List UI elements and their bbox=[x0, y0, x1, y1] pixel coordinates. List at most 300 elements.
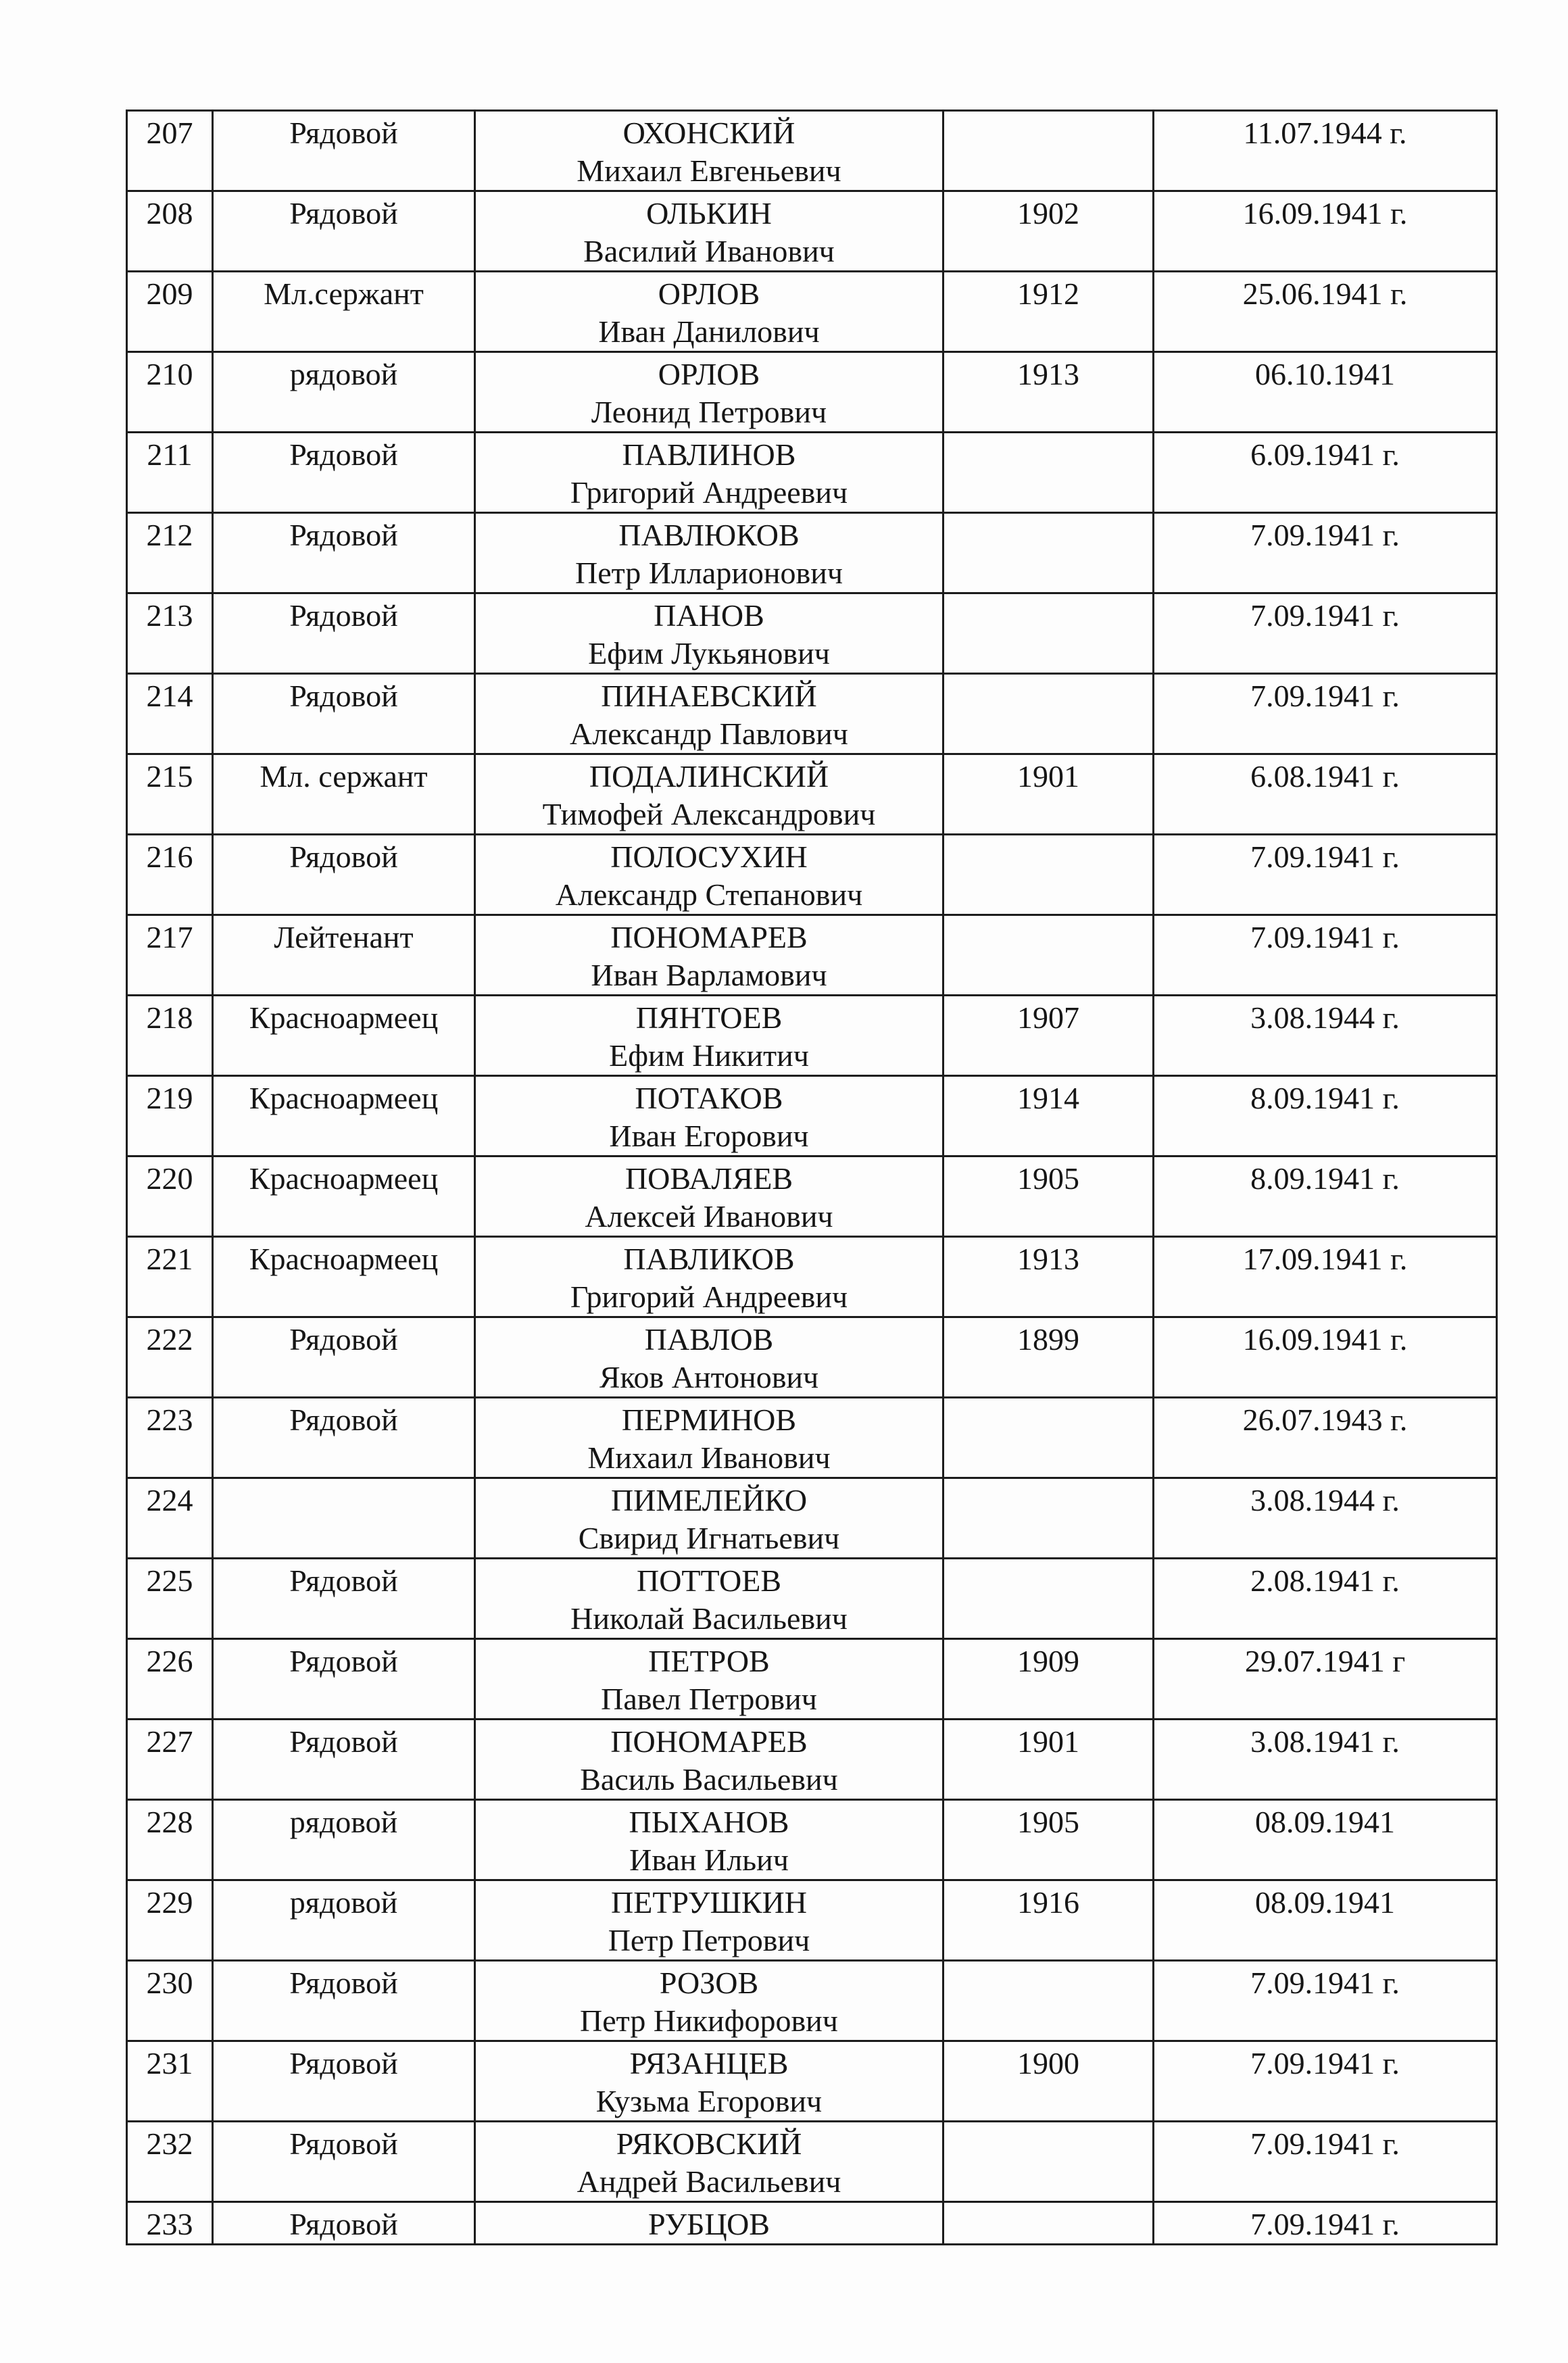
name-cell bbox=[475, 1317, 944, 1398]
birth-year-text bbox=[944, 1398, 1152, 1401]
birth-year-text bbox=[944, 1479, 1152, 1482]
rank-text: Красноармеец bbox=[249, 1000, 439, 1035]
table-row bbox=[127, 674, 1497, 754]
name-cell bbox=[475, 1237, 944, 1317]
table-row bbox=[127, 2122, 1497, 2202]
birth-year-cell bbox=[944, 1076, 1154, 1156]
surname-text: ПИМЕЛЕЙКО bbox=[610, 1483, 808, 1517]
date-text: 16.09.1941 г. bbox=[1242, 1322, 1408, 1357]
birth-year-cell bbox=[944, 674, 1154, 754]
surname-text: ПАВЛЮКОВ bbox=[618, 518, 800, 552]
given-names-text: Тимофей Александрович bbox=[542, 797, 876, 831]
rank-cell bbox=[213, 1559, 475, 1639]
rank-cell bbox=[213, 1961, 475, 2041]
date-cell bbox=[1154, 1720, 1497, 1800]
row-number-cell bbox=[127, 513, 213, 593]
given-names-text: Кузьма Егорович bbox=[595, 2084, 823, 2118]
surname-text: ПАВЛОВ bbox=[644, 1322, 774, 1357]
table-row bbox=[127, 1961, 1497, 2041]
birth-year-cell bbox=[944, 1478, 1154, 1559]
surname-text: РОЗОВ bbox=[659, 1966, 759, 2000]
surname-text: ПОТАКОВ bbox=[635, 1081, 783, 1115]
birth-year-cell bbox=[944, 835, 1154, 915]
row-number: 210 bbox=[146, 357, 193, 391]
surname-text: ПЕТРУШКИН bbox=[611, 1885, 807, 1920]
date-text: 8.09.1941 г. bbox=[1250, 1081, 1400, 1115]
birth-year-cell bbox=[944, 1800, 1154, 1880]
table-row bbox=[127, 754, 1497, 835]
date-cell bbox=[1154, 1478, 1497, 1559]
date-cell bbox=[1154, 111, 1497, 191]
rank-cell bbox=[213, 1478, 475, 1559]
given-names-text: Андрей Васильевич bbox=[577, 2164, 841, 2199]
surname-text: ПАВЛИНОВ bbox=[622, 437, 796, 472]
date-cell bbox=[1154, 593, 1497, 674]
name-cell bbox=[475, 1639, 944, 1720]
name-cell bbox=[475, 674, 944, 754]
table-row bbox=[127, 1317, 1497, 1398]
table-row bbox=[127, 513, 1497, 593]
rank-text: Рядовой bbox=[289, 116, 398, 150]
surname-text: РУБЦОВ bbox=[648, 2207, 770, 2241]
rank-text: Мл. сержант bbox=[260, 759, 428, 794]
row-number-cell bbox=[127, 1478, 213, 1559]
row-number: 214 bbox=[146, 679, 193, 713]
rank-cell bbox=[213, 996, 475, 1076]
name-cell bbox=[475, 1880, 944, 1961]
date-cell bbox=[1154, 191, 1497, 272]
birth-year-text: 1901 bbox=[1017, 1724, 1079, 1759]
name-cell bbox=[475, 1800, 944, 1880]
given-names-text: Леонид Петрович bbox=[591, 395, 827, 429]
row-number: 225 bbox=[146, 1563, 193, 1598]
date-cell bbox=[1154, 352, 1497, 433]
date-cell bbox=[1154, 1237, 1497, 1317]
rank-text: рядовой bbox=[289, 1805, 398, 1839]
name-cell bbox=[475, 352, 944, 433]
rank-cell bbox=[213, 593, 475, 674]
rank-text: Рядовой bbox=[289, 2046, 398, 2080]
name-cell bbox=[475, 835, 944, 915]
birth-year-text bbox=[944, 675, 1152, 677]
date-cell bbox=[1154, 1639, 1497, 1720]
birth-year-text: 1914 bbox=[1017, 1081, 1079, 1115]
rank-text: Рядовой bbox=[289, 196, 398, 230]
row-number: 226 bbox=[146, 1644, 193, 1678]
birth-year-text: 1905 bbox=[1017, 1161, 1079, 1196]
date-cell bbox=[1154, 1156, 1497, 1237]
birth-year-cell bbox=[944, 754, 1154, 835]
rank-cell bbox=[213, 191, 475, 272]
row-number: 220 bbox=[146, 1161, 193, 1196]
birth-year-text: 1899 bbox=[1017, 1322, 1079, 1357]
given-names-text: Петр Илларионович bbox=[574, 556, 843, 590]
date-text: 7.09.1941 г. bbox=[1250, 518, 1400, 552]
table-row bbox=[127, 1398, 1497, 1478]
rank-cell bbox=[213, 1156, 475, 1237]
rank-cell bbox=[213, 915, 475, 996]
date-text: 7.09.1941 г. bbox=[1250, 2126, 1400, 2161]
date-cell bbox=[1154, 2122, 1497, 2202]
row-number-cell bbox=[127, 2202, 213, 2245]
name-cell bbox=[475, 1398, 944, 1478]
row-number-cell bbox=[127, 2122, 213, 2202]
table-row bbox=[127, 1639, 1497, 1720]
rank-cell bbox=[213, 1639, 475, 1720]
name-cell bbox=[475, 2041, 944, 2122]
given-names-text: Василь Васильевич bbox=[580, 1762, 838, 1797]
row-number: 218 bbox=[146, 1000, 193, 1035]
surname-text: ПЕРМИНОВ bbox=[621, 1403, 797, 1437]
row-number-cell bbox=[127, 593, 213, 674]
birth-year-cell bbox=[944, 2202, 1154, 2245]
row-number-cell bbox=[127, 1800, 213, 1880]
table-row bbox=[127, 111, 1497, 191]
table-row bbox=[127, 352, 1497, 433]
birth-year-cell bbox=[944, 1961, 1154, 2041]
row-number-cell bbox=[127, 674, 213, 754]
date-cell bbox=[1154, 674, 1497, 754]
row-number-cell bbox=[127, 1880, 213, 1961]
rank-cell bbox=[213, 1720, 475, 1800]
given-names-text: Григорий Андреевич bbox=[570, 475, 848, 510]
given-names-text: Александр Павлович bbox=[570, 716, 848, 751]
date-text: 7.09.1941 г. bbox=[1250, 2207, 1400, 2241]
row-number-cell bbox=[127, 1639, 213, 1720]
birth-year-text: 1902 bbox=[1017, 196, 1079, 230]
surname-text: ОХОНСКИЙ bbox=[622, 116, 795, 150]
row-number: 216 bbox=[146, 839, 193, 874]
surname-text: ПАВЛИКОВ bbox=[623, 1242, 795, 1276]
name-cell bbox=[475, 915, 944, 996]
date-cell bbox=[1154, 433, 1497, 513]
table-row bbox=[127, 272, 1497, 352]
name-cell bbox=[475, 191, 944, 272]
birth-year-text: 1913 bbox=[1017, 1242, 1079, 1276]
table-row bbox=[127, 2202, 1497, 2245]
row-number-cell bbox=[127, 1076, 213, 1156]
table-row bbox=[127, 1880, 1497, 1961]
birth-year-text: 1901 bbox=[1017, 759, 1079, 794]
name-cell bbox=[475, 111, 944, 191]
row-number-cell bbox=[127, 1237, 213, 1317]
rank-text: Красноармеец bbox=[249, 1161, 439, 1196]
birth-year-text: 1913 bbox=[1017, 357, 1079, 391]
birth-year-text bbox=[944, 916, 1152, 919]
row-number-cell bbox=[127, 1398, 213, 1478]
row-number: 230 bbox=[146, 1966, 193, 2000]
rank-text: Рядовой bbox=[289, 839, 398, 874]
birth-year-cell bbox=[944, 1720, 1154, 1800]
table-row bbox=[127, 2041, 1497, 2122]
date-text: 08.09.1941 bbox=[1255, 1805, 1395, 1839]
rank-text: Рядовой bbox=[289, 1563, 398, 1598]
row-number: 207 bbox=[146, 116, 193, 150]
rank-text: Рядовой bbox=[289, 2126, 398, 2161]
table-row bbox=[127, 593, 1497, 674]
given-names-text: Иван Ильич bbox=[629, 1843, 789, 1877]
date-cell bbox=[1154, 754, 1497, 835]
birth-year-text bbox=[944, 1962, 1152, 1964]
row-number-cell bbox=[127, 272, 213, 352]
given-names-text: Ефим Никитич bbox=[609, 1038, 809, 1073]
row-number: 222 bbox=[146, 1322, 193, 1357]
row-number: 229 bbox=[146, 1885, 193, 1920]
row-number-cell bbox=[127, 352, 213, 433]
row-number-cell bbox=[127, 1961, 213, 2041]
birth-year-text bbox=[944, 433, 1152, 436]
birth-year-cell bbox=[944, 272, 1154, 352]
date-text: 3.08.1944 г. bbox=[1250, 1483, 1400, 1517]
name-cell bbox=[475, 513, 944, 593]
row-number-cell bbox=[127, 433, 213, 513]
table-row bbox=[127, 1559, 1497, 1639]
rank-text: Рядовой bbox=[289, 1644, 398, 1678]
surname-text: ПОТТОЕВ bbox=[636, 1563, 782, 1598]
name-cell bbox=[475, 2122, 944, 2202]
rank-text: Лейтенант bbox=[274, 920, 414, 954]
rank-cell bbox=[213, 2122, 475, 2202]
date-text: 7.09.1941 г. bbox=[1250, 679, 1400, 713]
table-body bbox=[127, 111, 1497, 2245]
name-cell bbox=[475, 1720, 944, 1800]
surname-text: ПЫХАНОВ bbox=[629, 1805, 789, 1839]
date-cell bbox=[1154, 513, 1497, 593]
birth-year-cell bbox=[944, 1237, 1154, 1317]
name-cell bbox=[475, 1961, 944, 2041]
given-names-text: Михаил Иванович bbox=[587, 1440, 831, 1475]
given-names-text: Иван Егорович bbox=[609, 1119, 809, 1153]
date-text: 2.08.1941 г. bbox=[1250, 1563, 1400, 1598]
date-cell bbox=[1154, 915, 1497, 996]
date-cell bbox=[1154, 2041, 1497, 2122]
rank-cell bbox=[213, 1800, 475, 1880]
table-row bbox=[127, 915, 1497, 996]
given-names-text: Иван Варламович bbox=[591, 958, 827, 992]
given-names-text: Павел Петрович bbox=[601, 1682, 817, 1716]
row-number: 232 bbox=[146, 2126, 193, 2161]
rank-cell bbox=[213, 352, 475, 433]
date-text: 7.09.1941 г. bbox=[1250, 839, 1400, 874]
date-cell bbox=[1154, 996, 1497, 1076]
row-number: 215 bbox=[146, 759, 193, 794]
date-text: 8.09.1941 г. bbox=[1250, 1161, 1400, 1196]
row-number: 212 bbox=[146, 518, 193, 552]
row-number: 209 bbox=[146, 276, 193, 311]
row-number-cell bbox=[127, 111, 213, 191]
date-text: 6.09.1941 г. bbox=[1250, 437, 1400, 472]
rank-text: Рядовой bbox=[289, 1403, 398, 1437]
name-cell bbox=[475, 1559, 944, 1639]
date-text: 25.06.1941 г. bbox=[1242, 276, 1408, 311]
rank-text: Рядовой bbox=[289, 679, 398, 713]
birth-year-text: 1905 bbox=[1017, 1805, 1079, 1839]
date-cell bbox=[1154, 1076, 1497, 1156]
date-text: 26.07.1943 г. bbox=[1242, 1403, 1408, 1437]
birth-year-cell bbox=[944, 1559, 1154, 1639]
date-cell bbox=[1154, 1317, 1497, 1398]
table-row bbox=[127, 1800, 1497, 1880]
surname-text: ПОДАЛИНСКИЙ bbox=[589, 759, 829, 794]
row-number: 213 bbox=[146, 598, 193, 633]
surname-text: ОРЛОВ bbox=[658, 357, 760, 391]
surname-text: ОЛЬКИН bbox=[646, 196, 772, 230]
birth-year-cell bbox=[944, 352, 1154, 433]
surname-text: ПЕТРОВ bbox=[648, 1644, 770, 1678]
rank-cell bbox=[213, 1237, 475, 1317]
rank-cell bbox=[213, 1076, 475, 1156]
name-cell bbox=[475, 1076, 944, 1156]
date-text: 7.09.1941 г. bbox=[1250, 598, 1400, 633]
row-number: 223 bbox=[146, 1403, 193, 1437]
given-names-text: Петр Петрович bbox=[608, 1923, 810, 1957]
date-text: 7.09.1941 г. bbox=[1250, 2046, 1400, 2080]
birth-year-cell bbox=[944, 2122, 1154, 2202]
name-cell bbox=[475, 1156, 944, 1237]
date-text: 3.08.1941 г. bbox=[1250, 1724, 1400, 1759]
name-cell bbox=[475, 593, 944, 674]
rank-cell bbox=[213, 272, 475, 352]
given-names-text: Василий Иванович bbox=[583, 234, 835, 268]
name-cell bbox=[475, 996, 944, 1076]
rank-text: Рядовой bbox=[289, 518, 398, 552]
given-names-text: Григорий Андреевич bbox=[570, 1280, 848, 1314]
rank-text: Красноармеец bbox=[249, 1081, 439, 1115]
birth-year-text: 1912 bbox=[1017, 276, 1079, 311]
birth-year-text: 1916 bbox=[1017, 1885, 1079, 1920]
rank-text: Красноармеец bbox=[249, 1242, 439, 1276]
table-row bbox=[127, 191, 1497, 272]
rank-text: Рядовой bbox=[289, 1322, 398, 1357]
row-number: 208 bbox=[146, 196, 193, 230]
birth-year-cell bbox=[944, 1639, 1154, 1720]
birth-year-cell bbox=[944, 191, 1154, 272]
date-text: 6.08.1941 г. bbox=[1250, 759, 1400, 794]
rank-text bbox=[214, 1479, 474, 1482]
date-text: 7.09.1941 г. bbox=[1250, 920, 1400, 954]
row-number-cell bbox=[127, 1317, 213, 1398]
birth-year-cell bbox=[944, 915, 1154, 996]
date-text: 7.09.1941 г. bbox=[1250, 1966, 1400, 2000]
date-text: 16.09.1941 г. bbox=[1242, 196, 1408, 230]
row-number-cell bbox=[127, 835, 213, 915]
rank-cell bbox=[213, 1880, 475, 1961]
date-cell bbox=[1154, 1559, 1497, 1639]
given-names-text: Ефим Лукьянович bbox=[588, 636, 830, 671]
birth-year-cell bbox=[944, 2041, 1154, 2122]
date-cell bbox=[1154, 2202, 1497, 2245]
birth-year-text: 1907 bbox=[1017, 1000, 1079, 1035]
birth-year-text bbox=[944, 1559, 1152, 1562]
date-text: 3.08.1944 г. bbox=[1250, 1000, 1400, 1035]
rank-text: рядовой bbox=[289, 1885, 398, 1920]
given-names-text: Иван Данилович bbox=[598, 314, 820, 349]
surname-text: ПОВАЛЯЕВ bbox=[624, 1161, 793, 1196]
row-number-cell bbox=[127, 996, 213, 1076]
birth-year-cell bbox=[944, 433, 1154, 513]
table-row bbox=[127, 1076, 1497, 1156]
birth-year-cell bbox=[944, 593, 1154, 674]
surname-text: ПАНОВ bbox=[654, 598, 764, 633]
date-text: 17.09.1941 г. bbox=[1242, 1242, 1408, 1276]
rank-cell bbox=[213, 111, 475, 191]
table-row bbox=[127, 1156, 1497, 1237]
table-row bbox=[127, 1720, 1497, 1800]
date-text: 11.07.1944 г. bbox=[1243, 116, 1407, 150]
row-number-cell bbox=[127, 915, 213, 996]
row-number: 219 bbox=[146, 1081, 193, 1115]
row-number: 228 bbox=[146, 1805, 193, 1839]
rank-cell bbox=[213, 674, 475, 754]
rank-text: Рядовой bbox=[289, 598, 398, 633]
table-row bbox=[127, 996, 1497, 1076]
surname-text: ОРЛОВ bbox=[658, 276, 760, 311]
table-row bbox=[127, 1478, 1497, 1559]
surname-text: ПОЛОСУХИН bbox=[610, 839, 808, 874]
given-names-text: Николай Васильевич bbox=[570, 1601, 848, 1636]
rank-text: Рядовой bbox=[289, 2207, 398, 2241]
birth-year-cell bbox=[944, 1880, 1154, 1961]
name-cell bbox=[475, 433, 944, 513]
casualty-table bbox=[126, 109, 1498, 2245]
row-number: 227 bbox=[146, 1724, 193, 1759]
rank-cell bbox=[213, 2041, 475, 2122]
name-cell bbox=[475, 1478, 944, 1559]
table-row bbox=[127, 835, 1497, 915]
row-number: 224 bbox=[146, 1483, 193, 1517]
rank-cell bbox=[213, 1317, 475, 1398]
date-text: 08.09.1941 bbox=[1255, 1885, 1395, 1920]
birth-year-text bbox=[944, 2122, 1152, 2125]
rank-cell bbox=[213, 2202, 475, 2245]
table-row bbox=[127, 1237, 1497, 1317]
rank-text: рядовой bbox=[289, 357, 398, 391]
surname-text: РЯЗАНЦЕВ bbox=[629, 2046, 789, 2080]
surname-text: ПОНОМАРЕВ bbox=[610, 920, 808, 954]
rank-cell bbox=[213, 754, 475, 835]
date-cell bbox=[1154, 272, 1497, 352]
row-number: 211 bbox=[147, 437, 193, 472]
surname-text: ПЯНТОЕВ bbox=[635, 1000, 783, 1035]
given-names-text: Свирид Игнатьевич bbox=[578, 1521, 840, 1555]
rank-text: Рядовой bbox=[289, 1724, 398, 1759]
row-number: 221 bbox=[146, 1242, 193, 1276]
date-cell bbox=[1154, 1800, 1497, 1880]
rank-text: Мл.сержант bbox=[264, 276, 424, 311]
name-cell bbox=[475, 754, 944, 835]
row-number: 233 bbox=[146, 2207, 193, 2241]
birth-year-text bbox=[944, 514, 1152, 516]
surname-text: ПОНОМАРЕВ bbox=[610, 1724, 808, 1759]
given-names-text: Алексей Иванович bbox=[585, 1199, 833, 1234]
row-number-cell bbox=[127, 191, 213, 272]
date-cell bbox=[1154, 835, 1497, 915]
birth-year-text: 1900 bbox=[1017, 2046, 1079, 2080]
birth-year-text bbox=[944, 594, 1152, 597]
row-number-cell bbox=[127, 1156, 213, 1237]
row-number-cell bbox=[127, 754, 213, 835]
surname-text: ПИНАЕВСКИЙ bbox=[601, 679, 817, 713]
birth-year-cell bbox=[944, 1317, 1154, 1398]
given-names-text: Михаил Евгеньевич bbox=[577, 153, 841, 188]
surname-text: РЯКОВСКИЙ bbox=[616, 2126, 802, 2161]
rank-text: Рядовой bbox=[289, 437, 398, 472]
birth-year-text: 1909 bbox=[1017, 1644, 1079, 1678]
row-number-cell bbox=[127, 1720, 213, 1800]
date-cell bbox=[1154, 1880, 1497, 1961]
birth-year-cell bbox=[944, 1398, 1154, 1478]
row-number-cell bbox=[127, 2041, 213, 2122]
